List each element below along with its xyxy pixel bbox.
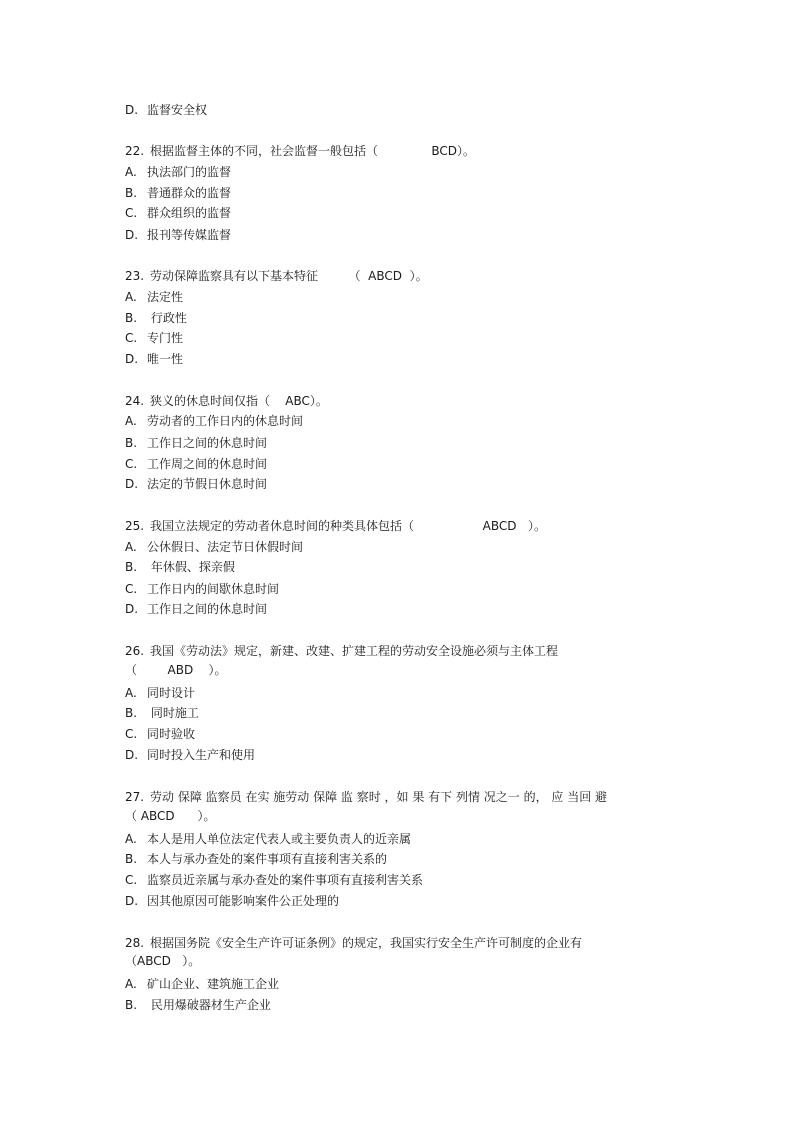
option-text: 法定的节假日休息时间: [147, 477, 268, 491]
option-text: 行政性: [147, 311, 187, 325]
option-letter: C.: [125, 206, 138, 220]
option-line: [125, 227, 231, 243]
option-line: [125, 476, 267, 492]
option-letter: C.: [125, 727, 138, 741]
option-letter: A.: [125, 290, 137, 304]
option-text: 报刊等传媒监督: [147, 228, 232, 242]
option-text: 同时投入生产和使用: [147, 748, 256, 762]
option-text: 民用爆破器材生产企业: [147, 998, 271, 1012]
option-text: 群众组织的监督: [147, 206, 232, 220]
question-line: [125, 143, 475, 159]
option-letter: D.: [125, 103, 139, 117]
option-text: 矿山企业、建筑施工企业: [147, 977, 280, 991]
option-line: [125, 205, 231, 221]
option-text: 普通群众的监督: [147, 186, 232, 200]
question-text: 我国《劳动法》规定，新建、改建、扩建工程的劳动安全设施必须与主体工程: [150, 644, 559, 658]
option-line: [125, 976, 279, 992]
question-text: 根据监督主体的不同，社会监督一般包括（ BCD）。: [150, 144, 476, 158]
option-letter: C.: [125, 582, 138, 596]
option-letter: D.: [125, 602, 139, 616]
option-text: 工作日内的间歇休息时间: [147, 582, 280, 596]
option-line: [125, 185, 231, 201]
question-line: [125, 935, 582, 951]
option-line: [125, 726, 195, 742]
question-text: 狭义的休息时间仅指（ ABC）。: [150, 394, 328, 408]
question-number: 22.: [125, 144, 145, 158]
option-letter: A.: [125, 686, 137, 700]
option-letter: A.: [125, 165, 137, 179]
option-line: [125, 747, 255, 763]
question-line: [125, 789, 607, 805]
option-text: 唯一性: [147, 352, 184, 366]
question-number: 27.: [125, 790, 145, 804]
option-line: [125, 456, 267, 472]
option-line: [125, 581, 279, 597]
option-text: 工作日之间的休息时间: [147, 436, 268, 450]
answer-text: （ABCD ）。: [125, 954, 201, 968]
question-number: 23.: [125, 269, 145, 283]
option-letter: B.: [125, 186, 138, 200]
option-text: 公休假日、法定节日休假时间: [147, 540, 304, 554]
question-number: 25.: [125, 519, 145, 533]
option-letter: C.: [125, 331, 138, 345]
option-text: 年休假、探亲假: [147, 560, 235, 574]
option-text: 同时施工: [147, 706, 199, 720]
question-text: 劳动 保障 监察员 在实 施劳动 保障 监 察时 ，如 果 有下 列情 况之一 的， 应 当回 避: [150, 790, 608, 804]
option-line: [125, 413, 303, 429]
option-letter: C.: [125, 873, 138, 887]
option-letter: A.: [125, 414, 137, 428]
option-line: [125, 559, 235, 575]
option-line: [125, 893, 339, 909]
option-line: [125, 539, 303, 555]
option-text: 监督安全权: [147, 103, 208, 117]
option-letter: D.: [125, 477, 139, 491]
option-line: [125, 685, 195, 701]
question-number: 24.: [125, 394, 145, 408]
option-text: 因其他原因可能影响案件公正处理的: [147, 894, 340, 908]
option-letter: B.: [125, 998, 138, 1012]
option-letter: B.: [125, 436, 138, 450]
option-letter: D.: [125, 894, 139, 908]
option-letter: D.: [125, 352, 139, 366]
option-line: [125, 601, 267, 617]
option-letter: B.: [125, 852, 138, 866]
option-line: [125, 289, 183, 305]
option-letter: B.: [125, 560, 138, 574]
option-line: [125, 102, 207, 118]
question-text: 根据国务院《安全生产许可证条例》的规定，我国实行安全生产许可制度的企业有: [150, 936, 583, 950]
question-continuation: [125, 808, 216, 824]
option-letter: D.: [125, 748, 139, 762]
option-text: 同时验收: [147, 727, 196, 741]
option-letter: A.: [125, 832, 137, 846]
option-text: 工作日之间的休息时间: [147, 602, 268, 616]
question-line: [125, 393, 328, 409]
question-text: 劳动保障监察具有以下基本特征 （ ABCD ）。: [150, 269, 428, 283]
question-number: 28.: [125, 936, 145, 950]
option-letter: D.: [125, 228, 139, 242]
question-line: [125, 518, 546, 534]
question-line: [125, 643, 558, 659]
option-line: [125, 705, 199, 721]
option-text: 执法部门的监督: [147, 165, 232, 179]
option-text: 监察员近亲属与承办查处的案件事项有直接利害关系: [147, 873, 424, 887]
option-text: 同时设计: [147, 686, 196, 700]
option-letter: A.: [125, 540, 137, 554]
answer-text: （ ABCD ）。: [125, 809, 216, 823]
question-text: 我国立法规定的劳动者休息时间的种类具体包括（ ABCD ）。: [150, 519, 546, 533]
option-text: 法定性: [147, 290, 184, 304]
question-number: 26.: [125, 644, 145, 658]
option-text: 劳动者的工作日内的休息时间: [147, 414, 304, 428]
option-letter: C.: [125, 457, 138, 471]
option-line: [125, 330, 183, 346]
option-line: [125, 164, 231, 180]
option-line: [125, 435, 267, 451]
option-text: 本人与承办查处的案件事项有直接利害关系的: [147, 852, 388, 866]
option-line: [125, 997, 271, 1013]
option-line: [125, 310, 187, 326]
question-line: [125, 268, 428, 284]
option-line: [125, 831, 411, 847]
option-line: [125, 851, 387, 867]
option-text: 工作周之间的休息时间: [147, 457, 268, 471]
option-letter: B.: [125, 706, 138, 720]
answer-text: （ ABD ）。: [125, 663, 227, 677]
question-continuation: [125, 953, 200, 969]
option-line: [125, 351, 183, 367]
option-letter: A.: [125, 977, 137, 991]
option-line: [125, 872, 423, 888]
option-text: 专门性: [147, 331, 184, 345]
question-continuation: [125, 662, 226, 678]
option-text: 本人是用人单位法定代表人或主要负责人的近亲属: [147, 832, 412, 846]
option-letter: B.: [125, 311, 138, 325]
